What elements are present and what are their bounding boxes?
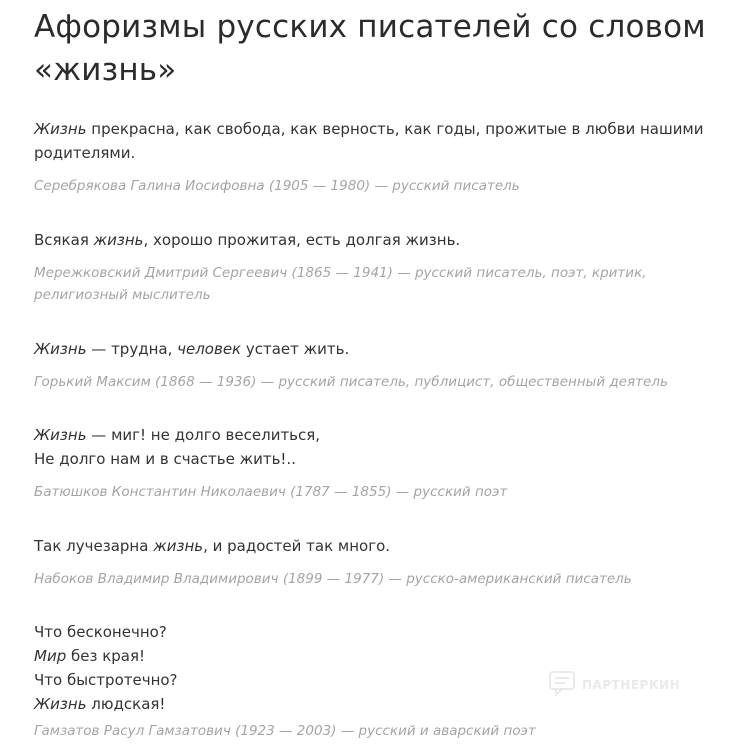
watermark-label: ПАРТНЕРКИН — [582, 678, 681, 692]
quote-segment: Так лучезарна — [34, 537, 154, 555]
quote-text — [34, 423, 724, 471]
quote-author: Серебрякова Галина Иосифовна (1905 — 1980) — русский писатель — [34, 178, 520, 194]
quote-author: Гамзатов Расул Гамзатович (1923 — 2003) — русский и аварский поэт — [34, 723, 536, 739]
quote-text — [34, 534, 724, 558]
quote-keyword: жизнь — [93, 231, 144, 249]
quote-1 — [34, 117, 724, 197]
quote-author: Мережковский Дмитрий Сергеевич (1865 — 1941) — русский писатель, поэт, критик, религиозный мыслитель — [34, 265, 647, 303]
quote-segment: Что быстротечно? — [34, 671, 178, 689]
quote-author: Горький Максим (1868 — 1936) — русский писатель, публицист, общественный деятель — [34, 374, 668, 390]
quote-text — [34, 620, 724, 716]
quote-author: Набоков Владимир Владимирович (1899 — 1977) — русско-американский писатель — [34, 571, 632, 587]
quote-keyword: Мир — [34, 647, 67, 665]
quote-keyword: Жизнь — [34, 426, 87, 444]
quote-4 — [34, 423, 724, 503]
quote-segment: Не долго нам и в счастье жить!.. — [34, 450, 296, 468]
quote-segment: прекрасна, как свобода, как верность, как годы, прожитые в любви нашими родителями. — [34, 120, 704, 162]
quote-segment: без края! — [66, 647, 146, 665]
quote-segment: , хорошо прожитая, есть долгая жизнь. — [143, 231, 461, 249]
quote-keyword: Жизнь — [34, 340, 87, 358]
quote-text — [34, 337, 724, 361]
speech-bubble-icon — [548, 670, 576, 700]
partnerkin-watermark — [548, 670, 680, 700]
quote-keyword: Жизнь — [34, 120, 87, 138]
page-title: Афоризмы русских писателей со словом «жизнь» — [34, 9, 706, 88]
quote-segment: , и радостей так много. — [203, 537, 391, 555]
quote-segment: устает жить. — [241, 340, 350, 358]
quote-keyword: Жизнь — [34, 695, 87, 713]
quote-5 — [34, 534, 724, 590]
quote-segment: — миг! не долго веселиться, — [86, 426, 321, 444]
quote-3 — [34, 337, 724, 393]
quote-segment: Всякая — [34, 231, 94, 249]
quote-segment: Что бесконечно? — [34, 623, 167, 641]
quote-author: Батюшков Константин Николаевич (1787 — 1855) — русский поэт — [34, 484, 508, 500]
quote-text — [34, 228, 724, 252]
quote-keyword: жизнь — [153, 537, 204, 555]
quote-segment: людская! — [86, 695, 166, 713]
quote-keyword: человек — [177, 340, 242, 358]
quote-text — [34, 117, 724, 165]
quote-2 — [34, 228, 724, 306]
quote-segment: — трудна, — [86, 340, 178, 358]
